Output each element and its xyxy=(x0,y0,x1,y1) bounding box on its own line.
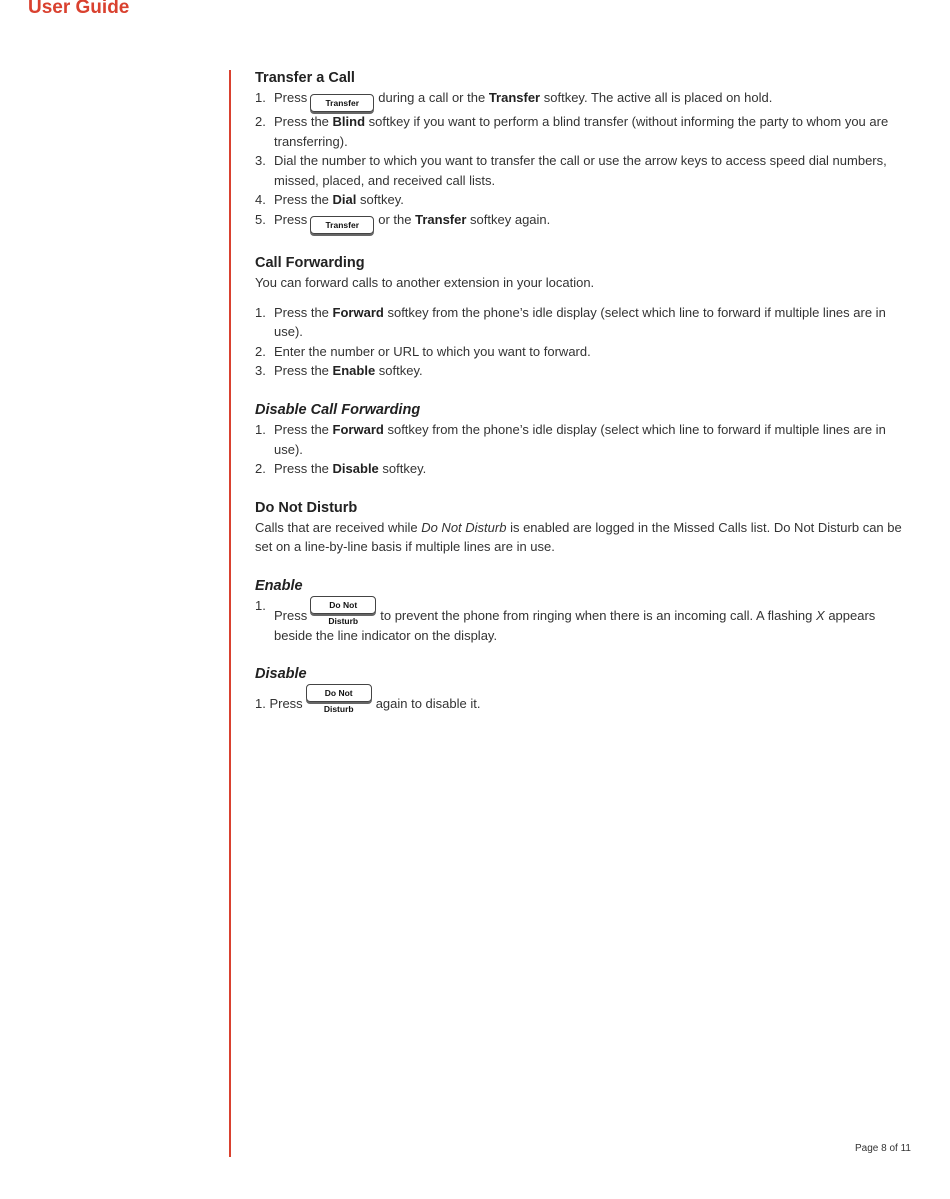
do-not-disturb-key: Do Not Disturb xyxy=(306,684,372,702)
heading-call-forwarding: Call Forwarding xyxy=(255,254,365,271)
list-item: 5. Press Transfer or the Transfer softkey again. xyxy=(255,210,915,234)
list-item: 1. Press the Forward softkey from the phone’s idle display (select which line to forward if multiple lines are in use). xyxy=(255,304,886,340)
disable-forwarding-steps xyxy=(255,420,915,479)
page-number: Page 8 of 11 xyxy=(855,1143,911,1154)
margin-rule xyxy=(229,70,231,1157)
transfer-key: Transfer xyxy=(310,216,374,234)
dnd-intro: Calls that are received while Do Not Disturb is enabled are logged in the Missed Calls list. Do Not Disturb can be set on a line-by-line basis if multiple lines are in use. xyxy=(255,519,902,555)
list-item: 1. PressDo Not Disturb to prevent the phone from ringing when there is an incoming call. A flashing X appears beside the line indicator on the display. xyxy=(255,597,876,643)
list-item: 4. Press the Dial softkey. xyxy=(255,192,404,208)
heading-disable: Disable xyxy=(255,666,307,683)
page-content xyxy=(255,68,915,714)
heading-do-not-disturb: Do Not Disturb xyxy=(255,499,358,516)
forwarding-intro: You can forward calls to another extension in your location. xyxy=(255,274,595,290)
enable-steps xyxy=(255,596,915,645)
list-item: 2. Enter the number or URL to which you want to forward. xyxy=(255,343,591,359)
guide-title: User Guide xyxy=(28,0,130,18)
transfer-steps xyxy=(255,88,915,234)
list-item: 2. Press the Disable softkey. xyxy=(255,461,427,477)
heading-disable-call-forwarding: Disable Call Forwarding xyxy=(255,401,421,418)
heading-enable: Enable xyxy=(255,577,303,594)
list-item: 3. Press the Enable softkey. xyxy=(255,363,423,379)
do-not-disturb-key: Do Not Disturb xyxy=(310,596,376,614)
heading-transfer: Transfer a Call xyxy=(255,70,355,86)
list-item: 1. Press the Forward softkey from the phone’s idle display (select which line to forward if multiple lines are in use). xyxy=(255,421,886,457)
disable-step: 1. PressDo Not Disturb again to disable it. xyxy=(255,684,915,714)
list-item: 1. Press Transfer during a call or the Transfer softkey. The active all is placed on hold. xyxy=(255,88,915,112)
list-item: 2. Press the Blind softkey if you want to perform a blind transfer (without informing the party to whom you are transferring). xyxy=(255,114,889,149)
list-item: 3. Dial the number to which you want to transfer the call or use the arrow keys to access speed dial numbers, missed, placed, and received call lists. xyxy=(255,153,887,188)
forwarding-steps xyxy=(255,303,915,381)
transfer-key: Transfer xyxy=(310,94,374,112)
